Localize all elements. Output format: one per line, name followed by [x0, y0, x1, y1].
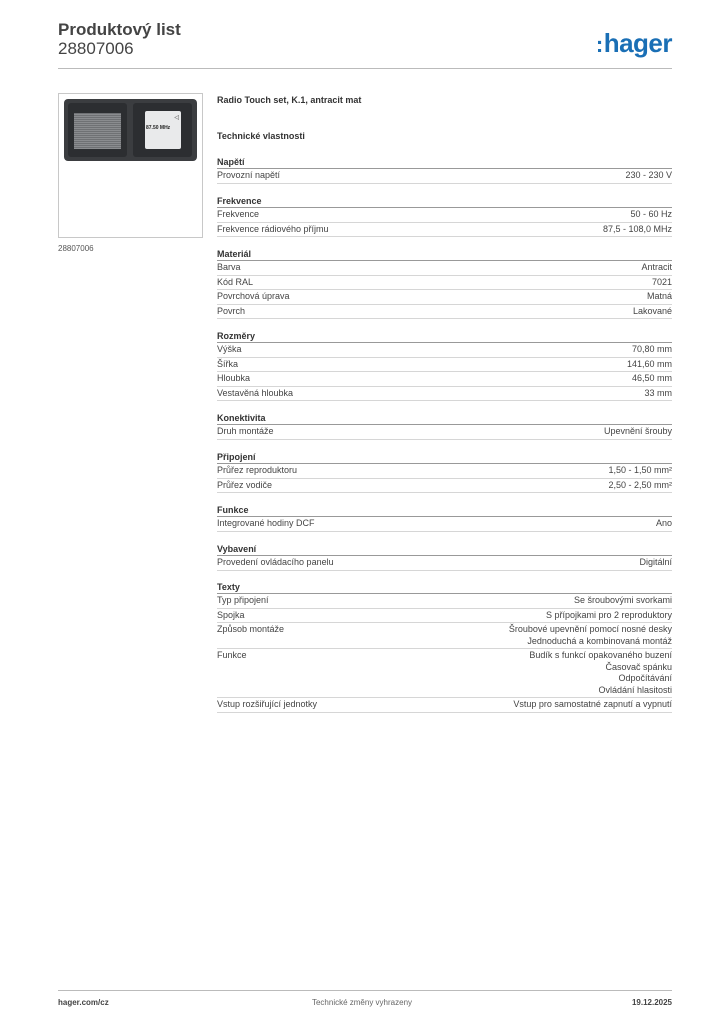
spec-section-title: Připojení	[217, 450, 672, 464]
spec-label: Funkce	[217, 650, 247, 660]
speaker-icon: ◁	[174, 115, 179, 121]
radio-plate	[133, 103, 192, 157]
spec-value	[604, 425, 672, 439]
spec-value-line: Lakované	[632, 305, 672, 316]
spec-row	[217, 305, 672, 320]
footer-divider	[58, 990, 672, 991]
spec-label: Frekvence	[217, 209, 260, 219]
spec-label: Spojka	[217, 609, 245, 620]
spec-section	[217, 155, 672, 184]
spec-value-line: 2,50 - 2,50 mm²	[608, 479, 672, 490]
footer-disclaimer: Technické změny vyhrazeny	[311, 998, 413, 1007]
spec-value	[625, 169, 672, 183]
spec-value-line: Budík s funkcí opakovaného buzení	[529, 650, 672, 660]
hager-logo	[596, 28, 672, 59]
spec-value	[630, 208, 672, 222]
spec-row	[217, 358, 672, 373]
spec-row	[217, 387, 672, 402]
spec-value	[546, 609, 672, 623]
spec-label: Kód RAL	[217, 276, 254, 287]
spec-section	[217, 580, 672, 713]
spec-label: Průřez vodiče	[217, 479, 273, 490]
spec-row	[217, 372, 672, 387]
spec-value-line: Jednoduchá a kombinovaná montáž	[527, 635, 672, 646]
spec-label: Typ připojení	[217, 595, 269, 605]
spec-row	[217, 169, 672, 184]
spec-value-line: 87,5 - 108,0 MHz	[602, 223, 672, 234]
spec-label: Výška	[217, 344, 242, 354]
product-name: Radio Touch set, K.1, antracit mat	[217, 95, 362, 105]
spec-value-line: Šroubové upevnění pomocí nosné desky	[508, 624, 672, 634]
spec-value	[608, 479, 672, 493]
spec-section-title: Frekvence	[217, 194, 672, 208]
spec-value	[633, 305, 672, 319]
spec-value	[641, 261, 672, 275]
radio-frequency-display: 87.50 MHz	[146, 125, 171, 131]
spec-label: Provedení ovládacího panelu	[217, 557, 334, 567]
spec-section-title: Napětí	[217, 155, 672, 169]
spec-value	[652, 276, 672, 290]
spec-value-line: Časovač spánku	[605, 661, 672, 672]
spec-value-line: 141,60 mm	[626, 358, 672, 369]
spec-section	[217, 194, 672, 237]
spec-value-line: Antracit	[641, 262, 672, 272]
spec-section	[217, 503, 672, 532]
speaker-grille-icon	[74, 113, 121, 149]
spec-label: Způsob montáže	[217, 624, 285, 634]
spec-section	[217, 411, 672, 440]
spec-value-line: 46,50 mm	[631, 373, 672, 383]
spec-label: Šířka	[217, 358, 239, 369]
spec-row	[217, 464, 672, 479]
spec-value	[627, 358, 672, 372]
spec-section	[217, 329, 672, 401]
spec-section-title: Texty	[217, 580, 672, 594]
spec-value-line: 70,80 mm	[631, 344, 672, 354]
header-divider	[58, 68, 672, 69]
spec-row	[217, 425, 672, 440]
spec-value	[656, 517, 672, 531]
spec-section-title: Funkce	[217, 503, 672, 517]
spec-value-line: S přípojkami pro 2 reproduktory	[545, 609, 672, 620]
spec-value-line: 50 - 60 Hz	[630, 209, 672, 219]
spec-value-line: Odpočítávání	[618, 673, 672, 683]
spec-value	[509, 623, 672, 648]
product-device-illustration	[64, 99, 197, 161]
spec-row	[217, 517, 672, 532]
spec-label: Druh montáže	[217, 426, 274, 436]
logo-dots: :	[595, 32, 603, 57]
spec-row	[217, 623, 672, 649]
spec-value-line: 1,50 - 1,50 mm²	[608, 465, 672, 475]
spec-row	[217, 208, 672, 223]
spec-section-title: Rozměry	[217, 329, 672, 343]
document-number: 28807006	[58, 39, 134, 58]
logo-text: hager	[603, 28, 672, 58]
spec-row	[217, 343, 672, 358]
spec-section	[217, 450, 672, 493]
spec-row	[217, 261, 672, 276]
spec-label: Hloubka	[217, 373, 251, 383]
spec-row	[217, 698, 672, 713]
spec-value-line: Digitální	[639, 557, 672, 567]
technical-properties-heading: Technické vlastnosti	[217, 131, 305, 141]
spec-section-title: Materiál	[217, 247, 672, 261]
spec-section-title: Vybavení	[217, 542, 672, 556]
radio-display	[145, 111, 181, 149]
spec-label: Průřez reproduktoru	[217, 465, 298, 475]
speaker-plate	[68, 103, 127, 157]
spec-value-line: Se šroubovými svorkami	[573, 595, 672, 605]
spec-row	[217, 609, 672, 624]
spec-section	[217, 542, 672, 571]
spec-value	[647, 290, 672, 304]
spec-label: Vstup rozšiřující jednotky	[217, 699, 318, 709]
footer-website: hager.com/cz	[58, 998, 109, 1007]
spec-value-line: 33 mm	[644, 387, 672, 398]
spec-label: Integrované hodiny DCF	[217, 518, 315, 528]
spec-value	[608, 464, 672, 478]
document-title: Produktový list	[58, 20, 181, 39]
footer-date: 19.12.2025	[631, 998, 672, 1007]
spec-value	[644, 387, 672, 401]
spec-row	[217, 479, 672, 494]
spec-value-line: 7021	[651, 276, 672, 287]
spec-label: Barva	[217, 262, 241, 272]
spec-value	[529, 649, 672, 697]
spec-value-line: Matná	[646, 291, 672, 301]
spec-value-line: Upevnění šrouby	[603, 426, 672, 436]
spec-label: Vestavěná hloubka	[217, 387, 294, 398]
spec-value	[632, 372, 672, 386]
spec-label: Provozní napětí	[217, 170, 281, 180]
image-caption: 28807006	[58, 244, 94, 253]
spec-section	[217, 247, 672, 319]
spec-value	[574, 594, 672, 608]
spec-section-title: Konektivita	[217, 411, 672, 425]
spec-row	[217, 594, 672, 609]
spec-row	[217, 556, 672, 571]
spec-value-line: Ovládání hlasitosti	[598, 684, 672, 695]
spec-row	[217, 649, 672, 698]
spec-value	[603, 223, 672, 237]
spec-label: Frekvence rádiového příjmu	[217, 223, 329, 234]
spec-row	[217, 276, 672, 291]
spec-label: Povrchová úprava	[217, 291, 290, 301]
spec-value-line: Ano	[655, 518, 672, 528]
product-image	[58, 93, 203, 238]
spec-value	[632, 343, 672, 357]
spec-value	[639, 556, 672, 570]
spec-label: Povrch	[217, 305, 246, 316]
spec-value	[513, 698, 672, 712]
page-header	[58, 20, 672, 70]
spec-row	[217, 223, 672, 238]
spec-value-line: 230 - 230 V	[625, 170, 672, 180]
spec-value-line: Vstup pro samostatné zapnutí a vypnutí	[513, 699, 672, 709]
spec-row	[217, 290, 672, 305]
